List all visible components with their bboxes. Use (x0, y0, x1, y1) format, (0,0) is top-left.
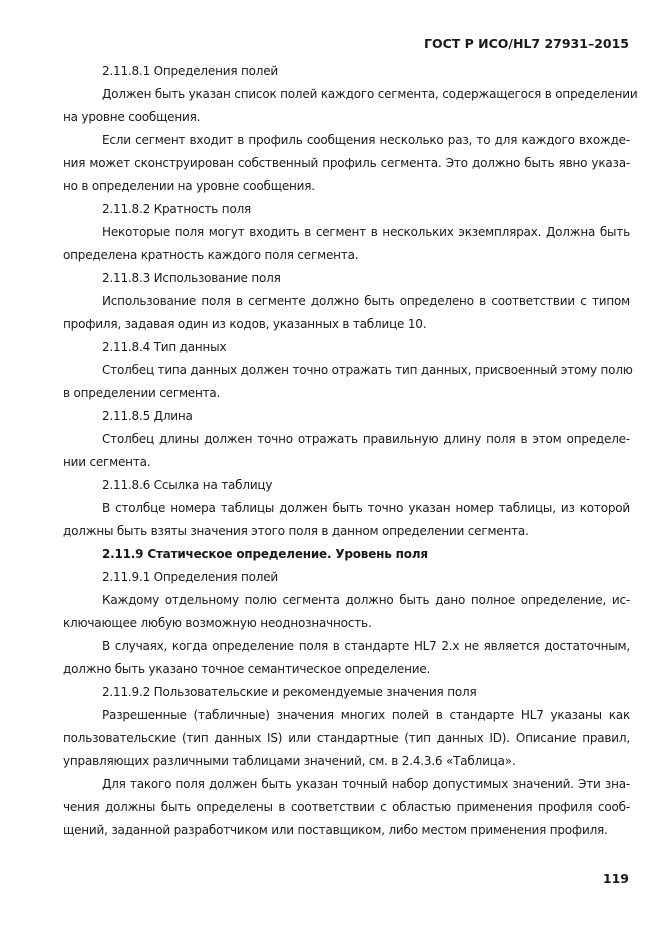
section-number: 2.11.8.3 (102, 271, 151, 285)
subsection-heading (63, 474, 630, 497)
text-line: определена кратность каждого поля сегмента. (63, 248, 359, 262)
text-line: Разрешенные (табличные) значения многих полей в стандарте HL7 указаны как (102, 708, 630, 722)
text-line: должно быть указано точное семантическое определение. (63, 662, 431, 676)
text-line: Использование поля в сегменте должно быть определено в соответствии с типом (102, 294, 630, 308)
text-line: Столбец длины должен точно отражать правильную длину поля в этом определе- (102, 432, 630, 446)
text-line: Некоторые поля могут входить в сегмент в нескольких экземплярах. Должна быть (102, 225, 630, 239)
text-line: Если сегмент входит в профиль сообщения несколько раз, то для каждого вхожде- (102, 133, 630, 147)
text-line: чения должны быть определены в соответствии с областью применения профиля сооб- (63, 800, 630, 814)
section-title: Пользовательские и рекомендуемые значения поля (153, 685, 477, 699)
section-title: Тип данных (153, 340, 227, 354)
section-number: 2.11.8.1 (102, 64, 151, 78)
document-header: ГОСТ Р ИСО/HL7 27931–2015 (424, 36, 629, 51)
text-line: ния может сконструирован собственный профиль сегмента. Это должно быть явно указа- (63, 156, 630, 170)
text-line: но в определении на уровне сообщения. (63, 179, 315, 193)
section-title: Длина (153, 409, 193, 423)
text-line: Столбец типа данных должен точно отражать тип данных, присвоенный этому полю (102, 363, 633, 377)
subsection-heading (63, 405, 630, 428)
text-line: щений, заданной разработчиком или поставщиком, либо местом применения профиля. (63, 823, 608, 837)
section-number: 2.11.8.2 (102, 202, 151, 216)
text-line: нии сегмента. (63, 455, 151, 469)
section-number: 2.11.8.5 (102, 409, 151, 423)
section-title: Использование поля (153, 271, 281, 285)
paragraph (63, 290, 630, 336)
paragraph (63, 129, 630, 198)
section-number: 2.11.9.2 (102, 685, 151, 699)
subsection-heading (63, 566, 630, 589)
paragraph (63, 704, 630, 773)
section-number: 2.11.9 (102, 547, 144, 561)
text-line: Должен быть указан список полей каждого сегмента, содержащегося в определении (102, 87, 638, 101)
text-line: В столбце номера таблицы должен быть точно указан номер таблицы, из которой (102, 501, 630, 515)
paragraph (63, 221, 630, 267)
text-line: ключающее любую возможную неоднозначность. (63, 616, 372, 630)
text-line: пользовательские (тип данных IS) или стандартные (тип данных ID). Описание правил, (63, 731, 630, 745)
text-line: управляющих различными таблицами значений, см. в 2.4.3.6 «Таблица». (63, 754, 516, 768)
paragraph (63, 83, 638, 129)
subsection-heading (63, 267, 630, 290)
section-heading (63, 543, 630, 566)
subsection-heading (63, 60, 630, 83)
text-line: Для такого поля должен быть указан точный набор допустимых значений. Эти зна- (102, 777, 630, 791)
text-line: В случаях, когда определение поля в стандарте HL7 2.x не является достаточным, (102, 639, 630, 653)
text-line: профиля, задавая один из кодов, указанных в таблице 10. (63, 317, 427, 331)
text-line: на уровне сообщения. (63, 110, 201, 124)
paragraph (63, 497, 630, 543)
section-title: Кратность поля (153, 202, 252, 216)
subsection-heading (63, 198, 630, 221)
document-body (63, 60, 638, 842)
paragraph (63, 773, 630, 842)
paragraph (63, 635, 630, 681)
text-line: должны быть взяты значения этого поля в данном определении сегмента. (63, 524, 529, 538)
section-title: Ссылка на таблицу (153, 478, 273, 492)
page-number: 119 (602, 871, 629, 886)
paragraph (63, 589, 630, 635)
section-number: 2.11.9.1 (102, 570, 151, 584)
subsection-heading (63, 336, 630, 359)
section-number: 2.11.8.4 (102, 340, 151, 354)
section-title: Статическое определение. Уровень поля (147, 547, 428, 561)
paragraph (63, 428, 630, 474)
text-line: Каждому отдельному полю сегмента должно быть дано полное определение, ис- (102, 593, 630, 607)
section-number: 2.11.8.6 (102, 478, 151, 492)
section-title: Определения полей (153, 64, 278, 78)
paragraph (63, 359, 633, 405)
subsection-heading (63, 681, 630, 704)
text-line: в определении сегмента. (63, 386, 221, 400)
section-title: Определения полей (153, 570, 278, 584)
